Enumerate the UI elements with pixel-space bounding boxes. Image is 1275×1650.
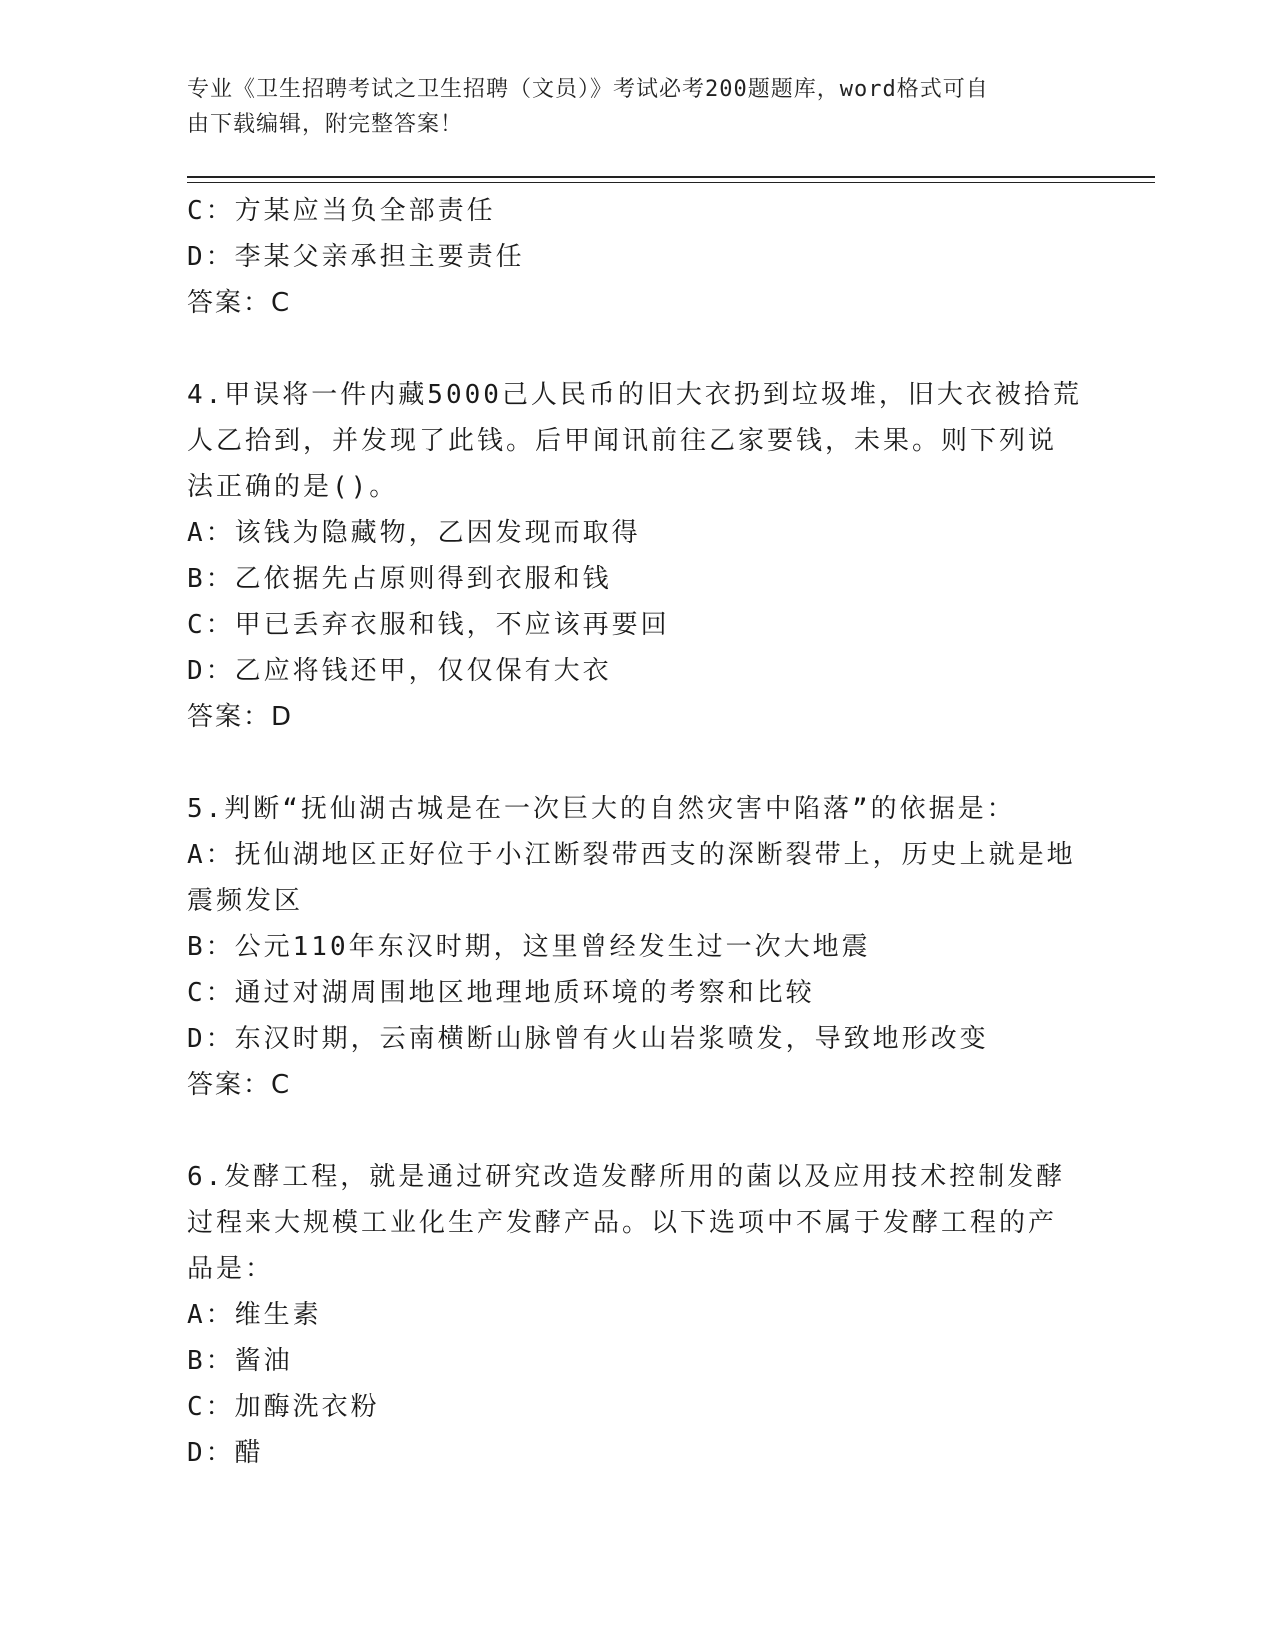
question-4-option-c: C：甲已丢弃衣服和钱，不应该再要回: [187, 610, 670, 640]
question-4-stem-line-1: 4.甲误将一件内藏5000己人民币的旧大衣扔到垃圾堆，旧大衣被拾荒: [187, 380, 1082, 410]
question-5-stem-line-1: 5.判断“抚仙湖古城是在一次巨大的自然灾害中陷落”的依据是：: [187, 794, 1016, 824]
header-divider-thick: [187, 176, 1155, 178]
question-5: [187, 786, 1087, 1108]
question-6-option-c: C：加酶洗衣粉: [187, 1392, 380, 1422]
question-spacer: [187, 740, 1087, 786]
question-6: [187, 1154, 1087, 1476]
header-line-2: 由下载编辑，附完整答案！: [187, 112, 464, 137]
question-5-option-a-line-2: 震频发区: [187, 886, 304, 916]
question-3-answer: 答案：C: [187, 288, 292, 318]
question-5-option-c: C：通过对湖周围地区地理地质环境的考察和比较: [187, 978, 815, 1008]
question-6-option-d: D：醋: [187, 1438, 264, 1468]
question-3: [187, 188, 1087, 326]
document-body: [187, 188, 1087, 1476]
question-6-option-b: B：酱油: [187, 1346, 293, 1376]
question-4-option-d: D：乙应将钱还甲，仅仅保有大衣: [187, 656, 612, 686]
question-3-option-d: D：李某父亲承担主要责任: [187, 242, 525, 272]
question-4-option-b: B：乙依据先占原则得到衣服和钱: [187, 564, 612, 594]
question-6-stem-line-2: 过程来大规模工业化生产发酵产品。以下选项中不属于发酵工程的产: [187, 1208, 1058, 1238]
question-4-option-a: A：该钱为隐藏物，乙因发现而取得: [187, 518, 641, 548]
question-4: [187, 372, 1087, 740]
document-header: [187, 72, 1087, 142]
question-spacer: [187, 326, 1087, 372]
header-divider-thin: [187, 182, 1155, 183]
header-line-1: 专业《卫生招聘考试之卫生招聘（文员）》考试必考200题题库，word格式可自: [187, 77, 989, 102]
question-6-stem-line-3: 品是：: [187, 1254, 275, 1284]
question-4-answer: 答案：D: [187, 702, 294, 732]
question-5-option-d: D：东汉时期，云南横断山脉曾有火山岩浆喷发，导致地形改变: [187, 1024, 989, 1054]
question-5-option-b: B：公元110年东汉时期，这里曾经发生过一次大地震: [187, 932, 871, 962]
question-5-answer: 答案：C: [187, 1070, 292, 1100]
question-3-option-c: C：方某应当负全部责任: [187, 196, 496, 226]
question-4-stem-line-3: 法正确的是()。: [187, 472, 399, 502]
question-spacer: [187, 1108, 1087, 1154]
question-6-option-a: A：维生素: [187, 1300, 322, 1330]
question-6-stem-line-1: 6.发酵工程，就是通过研究改造发酵所用的菌以及应用技术控制发酵: [187, 1162, 1066, 1192]
question-4-stem-line-2: 人乙拾到，并发现了此钱。后甲闻讯前往乙家要钱，未果。则下列说: [187, 426, 1058, 456]
question-5-option-a-line-1: A：抚仙湖地区正好位于小江断裂带西支的深断裂带上，历史上就是地: [187, 840, 1076, 870]
